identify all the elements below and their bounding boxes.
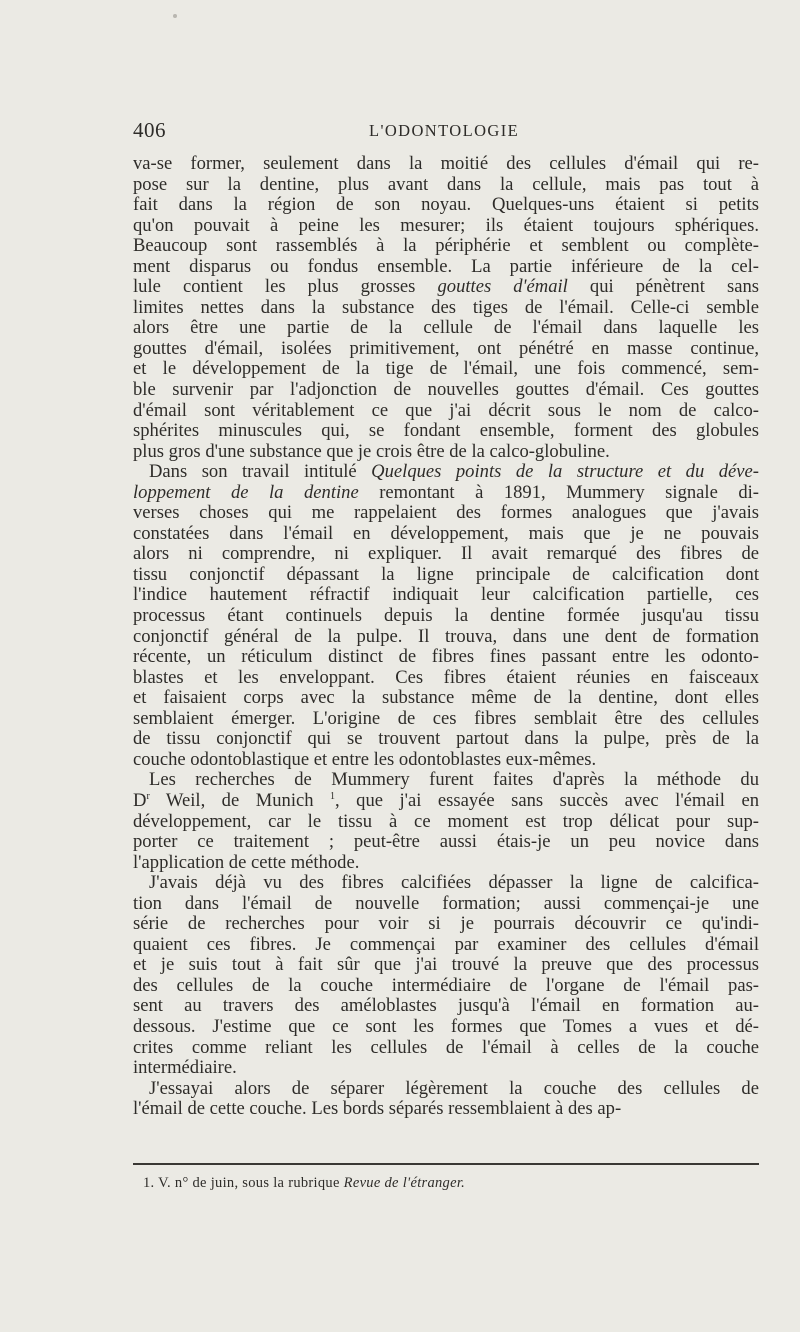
text-line: tion dans l'émail de nouvelle formation; aussi commençai-je une [133,893,759,914]
text-line: et le développement de la tige de l'émail, une fois commencé, sem- [133,359,759,380]
text-line: développement, car le tissu à ce moment est trop délicat pour sup- [133,811,759,832]
text-line: J'avais déjà vu des fibres calcifiées dépasser la ligne de calcifica- [149,873,759,894]
superscript: r [146,790,150,802]
body-text [133,154,759,1120]
text-line: de tissu conjonctif qui se trouvent partout dans la pulpe, près de la [133,729,759,750]
text-line: plus gros d'une substance que je crois être de la calco-globuline. [133,441,610,462]
footnote-marker: 1. [143,1175,155,1191]
text-line: qu'on pouvait à peine les mesurer; ils étaient toujours sphériques. [133,215,759,236]
text-line: dessous. J'estime que ce sont les formes que Tomes a vues et dé- [133,1016,759,1037]
text-line: va-se former, seulement dans la moitié des cellules d'émail qui re- [133,154,759,174]
text-line: d'émail sont véritablement ce que j'ai décrit sous le nom de calco- [133,400,759,421]
text-line: conjonctif général de la pulpe. Il trouva, dans une dent de formation [133,626,759,647]
italic-phrase: Quelques points de la structure et du déve- [371,462,759,483]
text-line: gouttes d'émail, isolées primitivement, ont pénétré en masse continue, [133,338,759,359]
page-header [133,118,759,144]
footnote-text: V. n° de juin, sous la rubrique [158,1175,340,1191]
text-line: tissu conjonctif dépassant la ligne principale de calcification dont [133,564,759,585]
text-line: ment disparus ou fondus ensemble. La partie inférieure de la cel- [133,256,759,277]
running-title: L'ODONTOLOGIE [369,121,520,140]
text-line: semblaient émerger. L'origine de ces fibres semblait être des cellules [133,708,759,729]
text-line: blastes et les enveloppant. Ces fibres étaient réunies en faisceaux [133,667,759,688]
footnote-rule [133,1163,759,1165]
text-line: sent au travers des améloblastes jusqu'à l'émail en formation au- [133,996,759,1017]
text-line: série de recherches pour voir si je pourrais découvrir ce qu'indi- [133,914,759,935]
page-number: 406 [133,118,166,142]
paper-speck [173,14,177,18]
text-line: verses choses qui me rappelaient des formes analogues que j'avais [133,503,759,524]
text-line: Dans son travail intitulé Quelques points de la structure et du déve- [149,462,759,483]
text-line: fait dans la région de son noyau. Quelques-uns étaient si petits [133,195,759,216]
footnote-ref: 1 [330,790,336,802]
text-line: crites comme reliant les cellules de l'émail à celles de la couche [133,1037,759,1058]
text-line: et je suis tout à fait sûr que j'ai trouvé la preuve que des processus [133,955,759,976]
italic-phrase: gouttes d'émail [437,277,568,298]
text-line: récente, un réticulum distinct de fibres fines passant entre les odonto- [133,647,759,668]
text-line: alors être une partie de la cellule de l'émail dans laquelle les [133,318,759,339]
text-line: intermédiaire. [133,1058,237,1079]
text-line: ble survenir par l'adjonction de nouvelles gouttes d'émail. Ces gouttes [133,380,759,401]
text-line: l'application de cette méthode. [133,852,360,873]
text-line: Les recherches de Mummery furent faites d'après la méthode du [149,770,759,791]
text-line: processus étant continuels depuis la dentine formée jusqu'au tissu [133,606,759,627]
text-line: alors ni comprendre, ni expliquer. Il avait remarqué des fibres de [133,544,759,565]
text-line: l'émail de cette couche. Les bords séparés ressemblaient à des ap- [133,1099,622,1120]
italic-phrase: loppement de la dentine [133,482,359,503]
text-line: lule contient les plus grosses gouttes d'émail qui pénètrent sans [133,277,759,298]
text-line: $D^r$ Weil, de Munich $^1$, que j'ai essayée sans succès avec l'émail en [133,790,759,811]
text-line: l'indice hautement réfractif indiquait leur calcification partielle, ces [133,585,759,606]
text-line: constatées dans l'émail en développement, mais que je ne pouvais [133,523,759,544]
text-line: Beaucoup sont rassemblés à la périphérie et semblent ou complète- [133,236,759,257]
text-line: et faisaient corps avec la substance même de la dentine, dont elles [133,688,759,709]
footnote-italic-title: Revue de l'étranger. [343,1175,466,1191]
text-line: loppement de la dentine remontant à 1891, Mummery signale di- [133,482,759,503]
text-line: sphérites minuscules qui, se fondant ensemble, forment des globules [133,421,759,442]
text-line: porter ce traitement ; peut-être aussi étais-je un peu novice dans [133,832,759,853]
text-line: quaient ces fibres. Je commençai par examiner des cellules d'émail [133,934,759,955]
text-line: limites nettes dans la substance des tiges de l'émail. Celle-ci semble [133,297,759,318]
text-line: J'essayai alors de séparer légèrement la couche des cellules de [149,1078,759,1099]
text-line: couche odontoblastique et entre les odontoblastes eux-mêmes. [133,749,597,770]
footnote [143,1175,465,1192]
text-line: pose sur la dentine, plus avant dans la cellule, mais pas tout à [133,174,759,195]
text-line: des cellules de la couche intermédiaire de l'organe de l'émail pas- [133,975,759,996]
